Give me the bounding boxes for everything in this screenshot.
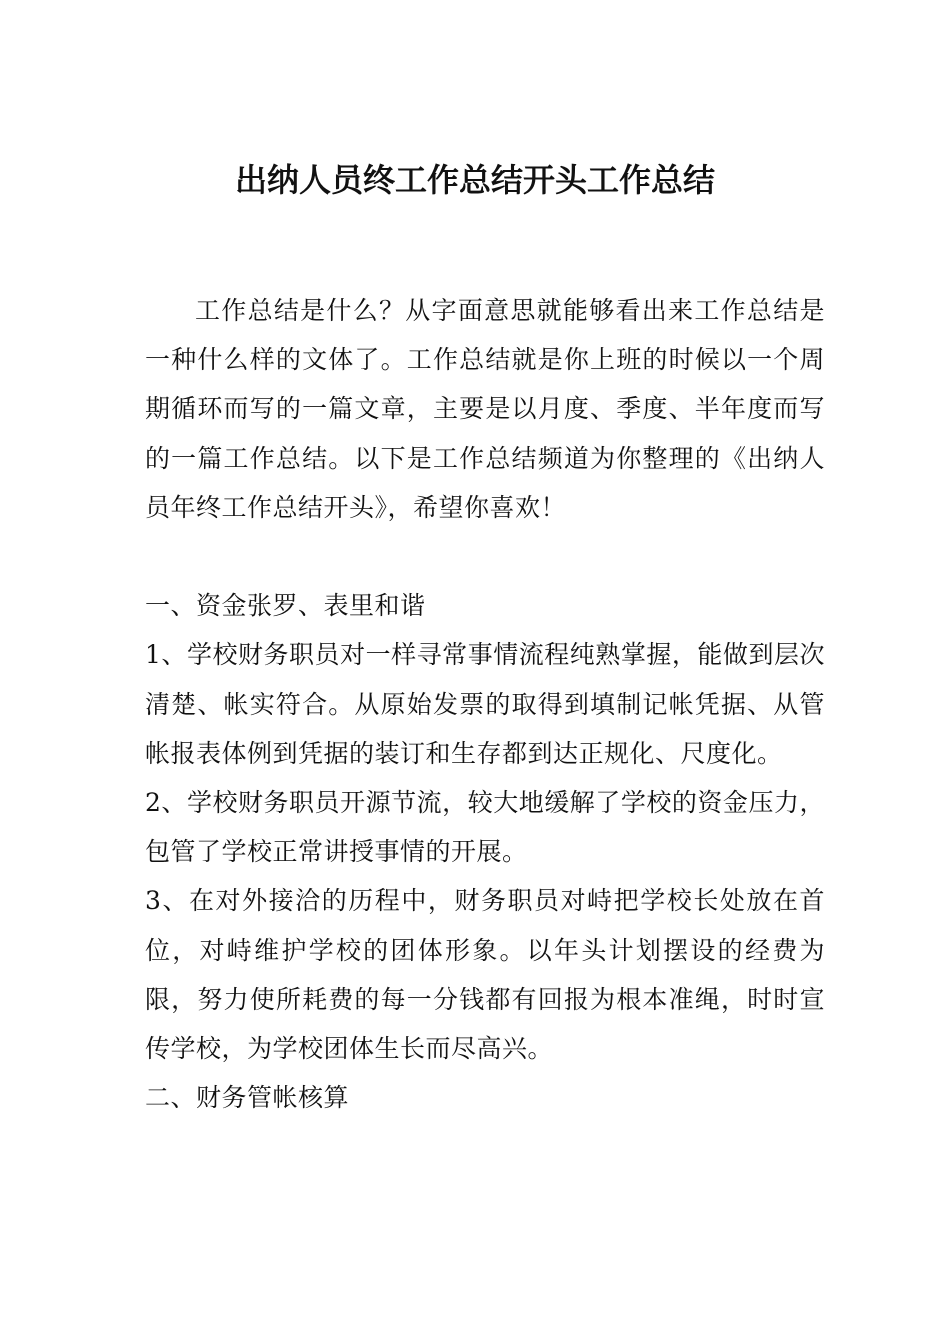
paragraph-gap — [145, 532, 825, 581]
document-title: 出纳人员终工作总结开头工作总结 — [234, 161, 715, 199]
list-item-1: 1、学校财务职员对一样寻常事情流程纯熟掌握，能做到层次清楚、帐实符合。从原始发票的取得到填制记帐凭据、从管帐报表体例到凭据的装订和生存都到达正规化、尺度化。 — [145, 640, 825, 768]
list-item-3: 3、在对外接洽的历程中，财务职员对峙把学校长处放在首位，对峙维护学校的团体形象。以年头计划摆设的经费为限，努力使所耗费的每一分钱都有回报为根本准绳，时时宣传学校，为学校团体生长而尽高兴。 — [145, 886, 825, 1064]
document-body — [145, 286, 825, 1122]
intro-paragraph: 工作总结是什么？从字面意思就能够看出来工作总结是一种什么样的文体了。工作总结就是你上班的时候以一个周期循环而写的一篇文章，主要是以月度、季度、半年度而写的一篇工作总结。以下是工作总结频道为你整理的《出纳人员年终工作总结开头》，希望你喜欢！ — [145, 296, 825, 522]
section-heading-1: 一、资金张罗、表里和谐 — [145, 591, 426, 621]
section-heading-2: 二、财务管帐核算 — [145, 1083, 350, 1113]
list-item-2: 2、学校财务职员开源节流，较大地缓解了学校的资金压力，包管了学校正常讲授事情的开展。 — [145, 788, 825, 867]
